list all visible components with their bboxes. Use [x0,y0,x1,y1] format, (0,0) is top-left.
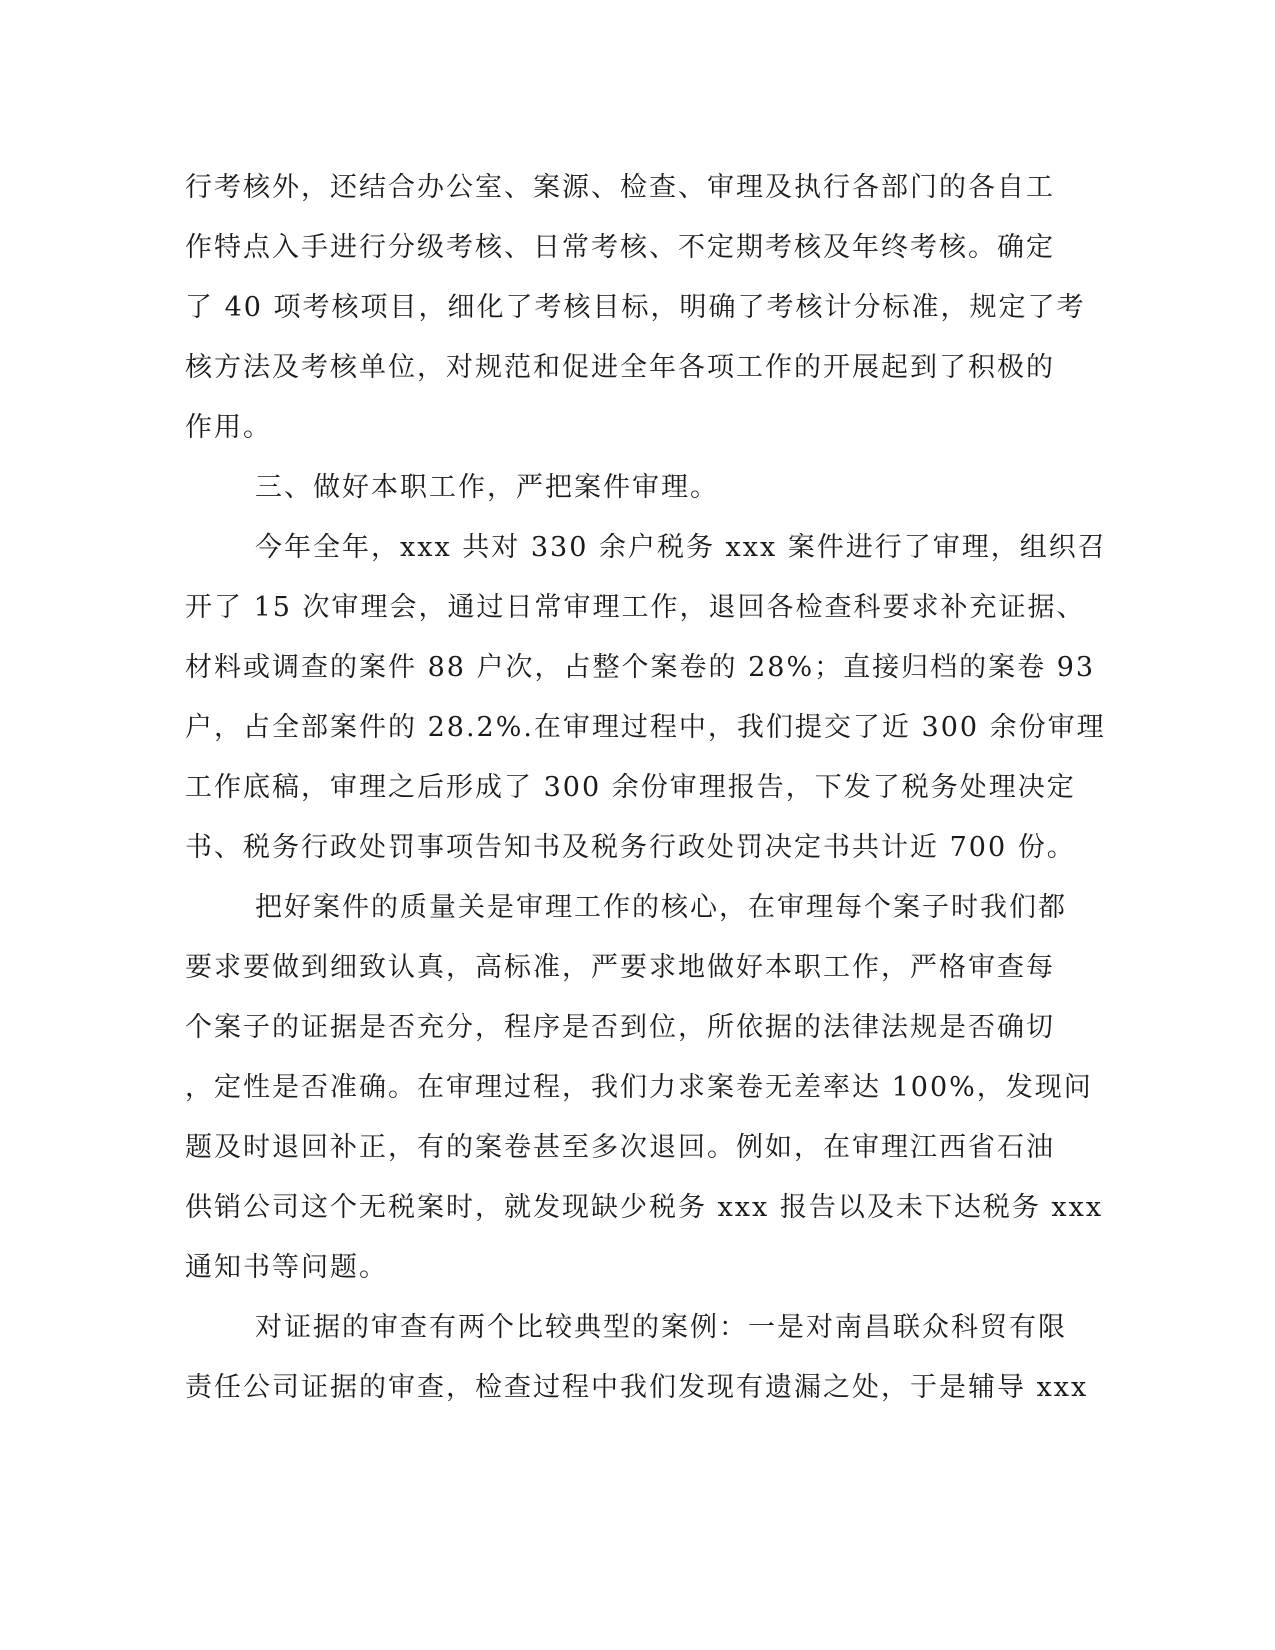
text-line: 通知书等问题。 [185,1252,388,1283]
text-line: 作特点入手进行分级考核、日常考核、不定期考核及年终考核。确定 [185,232,1055,263]
text-line: 户，占全部案件的 28.2%.在审理过程中，我们提交了近 300 余份审理 [185,712,1106,743]
text-line: ，定性是否准确。在审理过程，我们力求案卷无差率达 100%，发现问 [185,1072,1093,1103]
text-line: 工作底稿，审理之后形成了 300 余份审理报告，下发了税务处理决定 [185,772,1076,803]
paragraph-start-line: 今年全年，xxx 共对 330 余户税务 xxx 案件进行了审理，组织召 [255,532,1107,563]
text-line: 责任公司证据的审查，检查过程中我们发现有遗漏之处，于是辅导 xxx [185,1372,1089,1403]
paragraph-start-line: 对证据的审查有两个比较典型的案例：一是对南昌联众科贸有限 [255,1312,1067,1343]
text-line: 作用。 [185,412,272,443]
text-line: 行考核外，还结合办公室、案源、检查、审理及执行各部门的各自工 [185,172,1055,203]
text-line: 题及时退回补正，有的案卷甚至多次退回。例如，在审理江西省石油 [185,1132,1055,1163]
text-line: 供销公司这个无税案时，就发现缺少税务 xxx 报告以及未下达税务 xxx [185,1192,1104,1223]
text-line: 开了 15 次审理会，通过日常审理工作，退回各检查科要求补充证据、 [185,592,1086,623]
document-body [185,158,1107,1418]
section-heading: 三、做好本职工作，严把案件审理。 [255,472,719,503]
text-line: 书、税务行政处罚事项告知书及税务行政处罚决定书共计近 700 份。 [185,832,1076,863]
paragraph-start-line: 把好案件的质量关是审理工作的核心，在审理每个案子时我们都 [255,892,1067,923]
text-line: 了 40 项考核项目，细化了考核目标，明确了考核计分标准，规定了考 [185,292,1086,323]
text-line: 材料或调查的案件 88 户次，占整个案卷的 28%；直接归档的案卷 93 [185,652,1096,683]
text-line: 个案子的证据是否充分，程序是否到位，所依据的法律法规是否确切 [185,1012,1055,1043]
text-line: 核方法及考核单位，对规范和促进全年各项工作的开展起到了积极的 [185,352,1055,383]
text-line: 要求要做到细致认真，高标准，严要求地做好本职工作，严格审查每 [185,952,1055,983]
